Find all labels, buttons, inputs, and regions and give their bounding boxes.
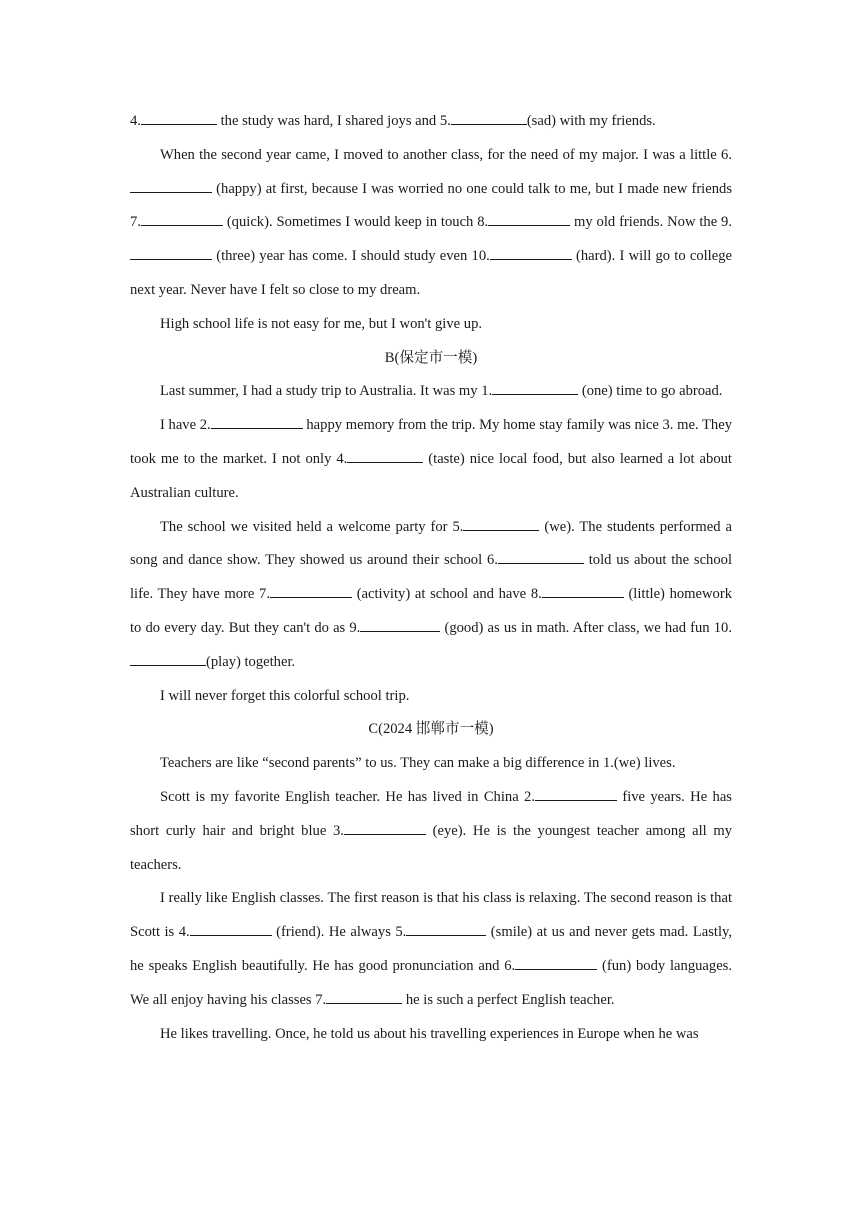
passage-a-paragraph-1: 4. the study was hard, I shared joys and 5. (sad) with my friends. xyxy=(130,105,732,139)
blank-c4[interactable] xyxy=(190,920,272,936)
passage-c-heading: C(2024 邯郸市一模) xyxy=(368,721,494,738)
passage-b-paragraph-4: I will never forget this colorful school trip. xyxy=(160,687,410,704)
blank-b2[interactable] xyxy=(211,413,303,429)
blank-a4[interactable] xyxy=(141,109,217,125)
blank-b8[interactable] xyxy=(542,582,624,598)
blank-a5[interactable] xyxy=(451,109,527,125)
blank-c2[interactable] xyxy=(535,785,617,801)
passage-b-paragraph-3: The school we visited held a welcome party for 5. (we). The students performed a song and dance show. They showed us around their school 6. told us about the school life. They have more 7. (activity) at school and have 8. (little) homework to do every day. But they can't do as 9. (good) as us in math. After class, we had fun 10.(play) together. xyxy=(130,511,732,680)
passage-c-paragraph-2: Scott is my favorite English teacher. He has lived in China 2. five years. He has short curly hair and bright blue 3. (eye). He is the youngest teacher among all my teachers. xyxy=(130,781,732,882)
blank-b5[interactable] xyxy=(463,515,539,531)
passage-a-paragraph-3: High school life is not easy for me, but I won't give up. xyxy=(160,315,483,332)
blank-b7[interactable] xyxy=(270,582,352,598)
blank-a10[interactable] xyxy=(490,244,572,260)
blank-a8[interactable] xyxy=(488,210,570,226)
blank-a9[interactable] xyxy=(130,244,212,260)
passage-b-heading: B(保定市一模) xyxy=(384,349,478,366)
blank-c3[interactable] xyxy=(344,819,426,835)
document-page xyxy=(130,105,732,1051)
blank-b9[interactable] xyxy=(360,616,440,632)
passage-b-paragraph-2: I have 2. happy memory from the trip. My home stay family was nice 3. me. They took me to the market. I not only 4. (taste) nice local food, but also learned a lot about Australian culture. xyxy=(130,409,732,510)
passage-c-paragraph-1: Teachers are like “second parents” to us. They can make a big difference in 1.(we) lives. xyxy=(160,755,676,772)
passage-b-paragraph-1: Last summer, I had a study trip to Australia. It was my 1. (one) time to go abroad. xyxy=(130,375,732,409)
blank-c7[interactable] xyxy=(326,988,402,1004)
blank-b6[interactable] xyxy=(498,548,584,564)
blank-a7[interactable] xyxy=(141,210,223,226)
passage-a-paragraph-2: When the second year came, I moved to another class, for the need of my major. I was a little 6. (happy) at first, because I was worried no one could talk to me, but I made new friends 7. (quick). Sometimes I would keep in touch 8. my old friends. Now the 9. (three) year has come. I should study even 10. (hard). I will go to college next year. Never have I felt so close to my dream. xyxy=(130,146,733,298)
blank-b4[interactable] xyxy=(347,447,423,463)
blank-c6[interactable] xyxy=(515,954,597,970)
blank-a6[interactable] xyxy=(130,177,212,193)
passage-c-paragraph-4: He likes travelling. Once, he told us about his travelling experiences in Europe when he was xyxy=(160,1025,699,1042)
blank-b10[interactable] xyxy=(130,650,206,666)
passage-c-paragraph-3: I really like English classes. The first reason is that his class is relaxing. The second reason is that Scott is 4. (friend). He always 5. (smile) at us and never gets mad. Lastly, he speaks English beautifully. He has good pronunciation and 6. (fun) body languages. We all enjoy having his classes 7. he is such a perfect English teacher. xyxy=(130,890,733,1008)
blank-b1[interactable] xyxy=(492,379,578,395)
blank-c5[interactable] xyxy=(406,920,486,936)
